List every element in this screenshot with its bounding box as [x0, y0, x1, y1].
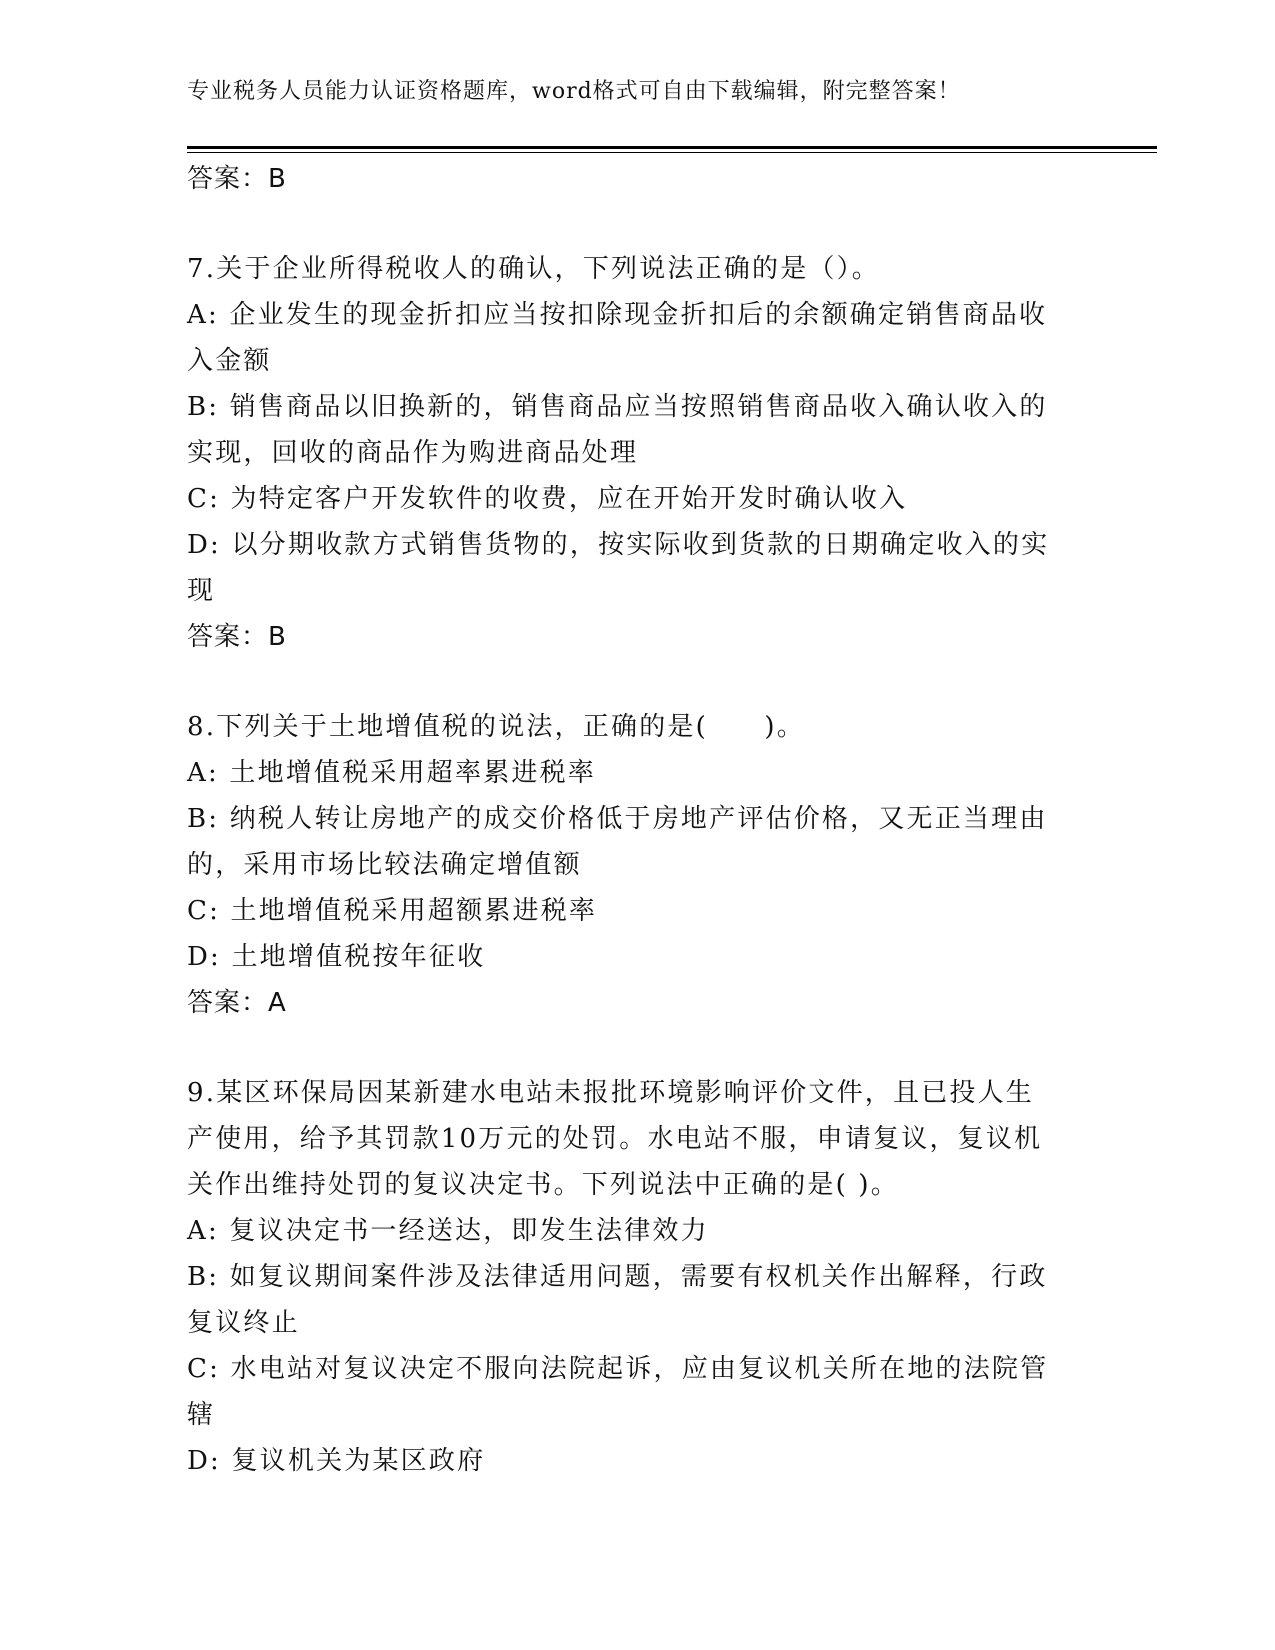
spacer	[187, 1026, 1077, 1070]
option-b: B: 纳税人转让房地产的成交价格低于房地产评估价格，又无正当理由	[187, 804, 1048, 834]
option-c-cont: 辖	[187, 1400, 216, 1430]
question-stem-cont: 产使用，给予其罚款10万元的处罚。水电站不服，申请复议，复议机	[187, 1124, 1043, 1154]
question-stem: 9.某区环保局因某新建水电站未报批环境影响评价文件，且已投人生	[187, 1078, 1035, 1108]
option-c: C: 水电站对复议决定不服向法院起诉，应由复议机关所在地的法院管	[187, 1354, 1049, 1384]
question-stem: 7.关于企业所得税收人的确认，下列说法正确的是（）。	[187, 254, 881, 284]
answer-q7: 答案：B	[187, 622, 287, 652]
page-header: 专业税务人员能力认证资格题库，word格式可自由下载编辑，附完整答案！	[187, 79, 961, 104]
option-a: A: 企业发生的现金折扣应当按扣除现金折扣后的余额确定销售商品收	[187, 300, 1048, 330]
answer-q6: 答案：B	[187, 164, 287, 194]
option-d-cont: 现	[187, 576, 216, 606]
spacer	[187, 202, 1077, 246]
option-c: C: 土地增值税采用超额累进税率	[187, 896, 598, 926]
question-stem: 8.下列关于土地增值税的说法，正确的是( )。	[187, 712, 805, 742]
header-rule-thin	[187, 152, 1157, 153]
answer-q8: 答案：A	[187, 988, 287, 1018]
option-a-cont: 入金额	[187, 346, 272, 376]
option-c: C: 为特定客户开发软件的收费，应在开始开发时确认收入	[187, 484, 908, 514]
option-b: B: 如复议期间案件涉及法律适用问题，需要有权机关作出解释，行政	[187, 1262, 1048, 1292]
option-d: D: 土地增值税按年征收	[187, 942, 486, 972]
option-d: D: 以分期收款方式销售货物的，按实际收到货款的日期确定收入的实	[187, 530, 1050, 560]
question-9	[187, 1070, 1077, 1484]
question-stem-cont: 关作出维持处罚的复议决定书。下列说法中正确的是( )。	[187, 1170, 899, 1200]
option-d: D: 复议机关为某区政府	[187, 1446, 486, 1476]
option-b: B: 销售商品以旧换新的，销售商品应当按照销售商品收入确认收入的	[187, 392, 1048, 422]
question-7	[187, 246, 1077, 660]
option-b-cont: 的，采用市场比较法确定增值额	[187, 850, 582, 880]
option-a: A: 复议决定书一经送达，即发生法律效力	[187, 1216, 709, 1246]
document-body	[187, 156, 1077, 1484]
option-b-cont: 实现，回收的商品作为购进商品处理	[187, 438, 639, 468]
header-rule-thick	[187, 146, 1157, 149]
option-b-cont: 复议终止	[187, 1308, 300, 1338]
option-a: A: 土地增值税采用超率累进税率	[187, 758, 597, 788]
question-8	[187, 704, 1077, 1026]
spacer	[187, 660, 1077, 704]
